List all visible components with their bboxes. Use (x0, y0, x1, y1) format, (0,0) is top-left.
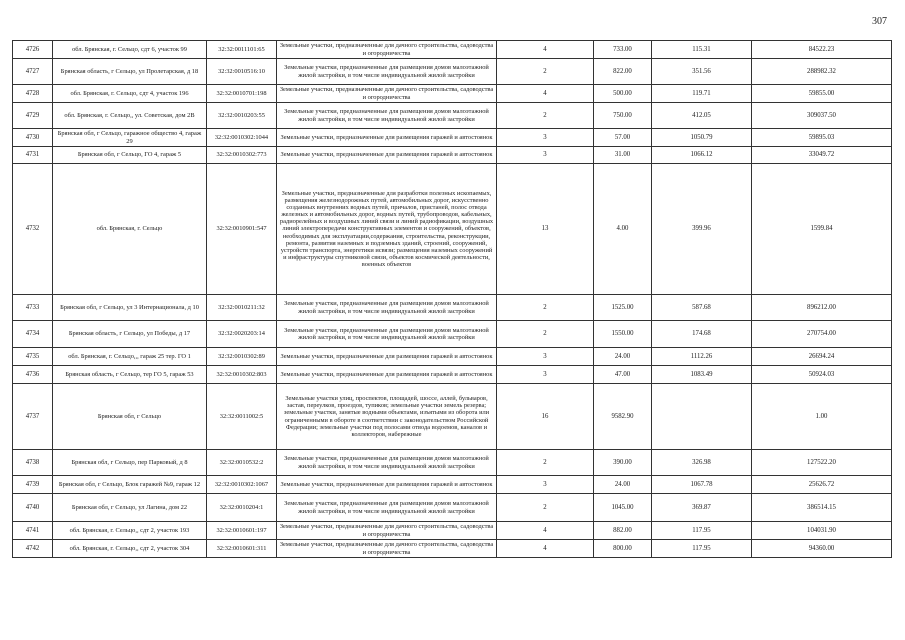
permitted-use-cell: Земельные участки, предназначенные для размещения гаражей и автостоянок (277, 147, 497, 164)
address-cell: Брянская область, г Сельцо, тер ГО 5, гараж 53 (53, 366, 207, 384)
address-cell: обл. Брянская, г. Сельцо,, ул. Советская, дом 2В (53, 103, 207, 129)
permitted-use-cell: Земельные участки, предназначенные для размещения домов малоэтажной жилой застройки, в том числе индивидуальной жилой застройки (277, 103, 497, 129)
use-group-code-cell: 2 (497, 494, 594, 522)
cadastral-number-cell: 32:32:0010211:32 (207, 295, 277, 321)
area-cell: 390.00 (594, 450, 652, 476)
permitted-use-cell: Земельные участки, предназначенные для дачного строительства, садоводства и огородничества (277, 41, 497, 59)
row-number-cell: 4733 (13, 295, 53, 321)
use-group-code-cell: 3 (497, 366, 594, 384)
address-cell: обл. Брянская, г. Сельцо, сдт 6, участок 99 (53, 41, 207, 59)
row-number-cell: 4742 (13, 540, 53, 558)
permitted-use-cell: Земельные участки, предназначенные для дачного строительства, садоводства и огородничества (277, 540, 497, 558)
table-row (13, 348, 892, 366)
cadastral-number-cell: 32:32:0010302:803 (207, 366, 277, 384)
row-number-cell: 4739 (13, 476, 53, 494)
area-cell: 800.00 (594, 540, 652, 558)
permitted-use-cell: Земельные участки, предназначенные для дачного строительства, садоводства и огородничества (277, 85, 497, 103)
cadastral-value-cell: 288982.32 (752, 59, 892, 85)
table-row (13, 450, 892, 476)
specific-value-cell: 369.87 (652, 494, 752, 522)
specific-value-cell: 412.05 (652, 103, 752, 129)
permitted-use-cell: Земельные участки, предназначенные для размещения гаражей и автостоянок (277, 348, 497, 366)
address-cell: Брянская обл, г Сельцо (53, 384, 207, 450)
cadastral-value-cell: 896212.00 (752, 295, 892, 321)
area-cell: 733.00 (594, 41, 652, 59)
cadastral-number-cell: 32:32:0011002:5 (207, 384, 277, 450)
specific-value-cell (652, 384, 752, 450)
specific-value-cell: 115.31 (652, 41, 752, 59)
specific-value-cell: 1067.78 (652, 476, 752, 494)
cadastral-value-cell: 25626.72 (752, 476, 892, 494)
area-cell: 57.00 (594, 129, 652, 147)
cadastral-number-cell: 32:32:0010601:311 (207, 540, 277, 558)
address-cell: обл. Брянская, г. Сельцо,, сдт 2, участок 193 (53, 522, 207, 540)
area-cell: 1550.00 (594, 321, 652, 348)
use-group-code-cell: 3 (497, 476, 594, 494)
row-number-cell: 4741 (13, 522, 53, 540)
permitted-use-cell: Земельные участки, предназначенные для разработки полезных ископаемых, размещения железнодорожных путей, автомобильных дорог, искусственно созданных внутренних водных путей, причалов, пристаней, полос отвода железных и автомобильных дорог, водных путей, трубопроводов, кабельных, радиорелейных и воздушных линий связи и линий радиофикации, воздушных линий электропередачи конструктивных элементов и сооружений, объектов, необходимых для эксплуатации,содержания, строительства, реконструкции, ремонта, развития наземных и подземных зданий, строений, сооружений, устройств транспорта, энергетики исвязи; размещения наземных сооружений и инфраструктуры спутниковой связи, объектов космической деятельности, военных объектов (277, 164, 497, 295)
table-row (13, 384, 892, 450)
specific-value-cell: 119.71 (652, 85, 752, 103)
specific-value-cell: 1050.79 (652, 129, 752, 147)
address-cell: Брянская обл, г Сельцо, ГО 4, гараж 5 (53, 147, 207, 164)
cadastral-value-cell: 84522.23 (752, 41, 892, 59)
cadastral-value-cell: 59895.03 (752, 129, 892, 147)
permitted-use-cell: Земельные участки, предназначенные для размещения домов малоэтажной жилой застройки, в том числе индивидуальной жилой застройки (277, 494, 497, 522)
table-row (13, 321, 892, 348)
specific-value-cell: 174.68 (652, 321, 752, 348)
address-cell: обл. Брянская, г. Сельцо,, сдт 2, участок 304 (53, 540, 207, 558)
row-number-cell: 4728 (13, 85, 53, 103)
address-cell: Брянская обл, г Сельцо, ул Лагина, дом 22 (53, 494, 207, 522)
use-group-code-cell: 2 (497, 450, 594, 476)
area-cell: 1045.00 (594, 494, 652, 522)
cadastral-number-cell: 32:32:0010203:55 (207, 103, 277, 129)
cadastral-number-cell: 32:32:0010302:1067 (207, 476, 277, 494)
area-cell: 9582.90 (594, 384, 652, 450)
area-cell: 24.00 (594, 476, 652, 494)
specific-value-cell: 326.98 (652, 450, 752, 476)
area-cell: 500.00 (594, 85, 652, 103)
table-row (13, 129, 892, 147)
area-cell: 47.00 (594, 366, 652, 384)
table-row (13, 494, 892, 522)
use-group-code-cell: 4 (497, 522, 594, 540)
area-cell: 822.00 (594, 59, 652, 85)
page-number: 307 (872, 16, 887, 27)
row-number-cell: 4737 (13, 384, 53, 450)
use-group-code-cell: 4 (497, 540, 594, 558)
table-row (13, 85, 892, 103)
use-group-code-cell: 2 (497, 59, 594, 85)
area-cell: 4.00 (594, 164, 652, 295)
cadastral-number-cell: 32:32:0010601:197 (207, 522, 277, 540)
use-group-code-cell: 13 (497, 164, 594, 295)
row-number-cell: 4735 (13, 348, 53, 366)
permitted-use-cell: Земельные участки, предназначенные для дачного строительства, садоводства и огородничества (277, 522, 497, 540)
use-group-code-cell: 16 (497, 384, 594, 450)
cadastral-value-cell: 309037.50 (752, 103, 892, 129)
cadastral-number-cell: 32:32:0010532:2 (207, 450, 277, 476)
table-row (13, 147, 892, 164)
row-number-cell: 4732 (13, 164, 53, 295)
permitted-use-cell: Земельные участки улиц, проспектов, площадей, шоссе, аллей, бульваров, застав, переулков, проездов, тупиков; земельные участки земель резерва; земельные участки, занятые водными объектами, изъятыми из оборота или ограниченными в обороте в соответствии с законодательством Российской Федерации; земельные участки под полосами отвода водоемов, каналов и коллекторов, набережные (277, 384, 497, 450)
table-row (13, 366, 892, 384)
address-cell: Брянская область, г Сельцо, ул Пролетарская, д 18 (53, 59, 207, 85)
table-row (13, 540, 892, 558)
table-row (13, 476, 892, 494)
address-cell: обл. Брянская, г. Сельцо, сдт 4, участок 196 (53, 85, 207, 103)
cadastral-value-cell: 1.00 (752, 384, 892, 450)
row-number-cell: 4729 (13, 103, 53, 129)
cadastral-number-cell: 32:32:0010302:1044 (207, 129, 277, 147)
address-cell: Брянская область, г Сельцо, ул Победы, д 17 (53, 321, 207, 348)
address-cell: Брянская обл, г Сельцо, ул 3 Интернационала, д 10 (53, 295, 207, 321)
row-number-cell: 4730 (13, 129, 53, 147)
permitted-use-cell: Земельные участки, предназначенные для размещения домов малоэтажной жилой застройки, в том числе индивидуальной жилой застройки (277, 321, 497, 348)
permitted-use-cell: Земельные участки, предназначенные для размещения гаражей и автостоянок (277, 476, 497, 494)
row-number-cell: 4740 (13, 494, 53, 522)
cadastral-value-cell: 33049.72 (752, 147, 892, 164)
table-row (13, 164, 892, 295)
use-group-code-cell: 2 (497, 321, 594, 348)
table-row (13, 103, 892, 129)
area-cell: 24.00 (594, 348, 652, 366)
specific-value-cell: 587.68 (652, 295, 752, 321)
area-cell: 1525.00 (594, 295, 652, 321)
specific-value-cell: 1066.12 (652, 147, 752, 164)
cadastral-value-cell: 1599.84 (752, 164, 892, 295)
cadastral-value-cell: 104031.90 (752, 522, 892, 540)
permitted-use-cell: Земельные участки, предназначенные для размещения домов малоэтажной жилой застройки, в том числе индивидуальной жилой застройки (277, 59, 497, 85)
row-number-cell: 4726 (13, 41, 53, 59)
cadastral-value-cell: 26694.24 (752, 348, 892, 366)
permitted-use-cell: Земельные участки, предназначенные для размещения гаражей и автостоянок (277, 129, 497, 147)
cadastral-number-cell: 32:32:0010901:547 (207, 164, 277, 295)
cadastral-value-cell: 94360.00 (752, 540, 892, 558)
specific-value-cell: 1083.49 (652, 366, 752, 384)
cadastral-value-cell: 59855.00 (752, 85, 892, 103)
area-cell: 882.00 (594, 522, 652, 540)
address-cell: Брянская обл, г Сельцо, пер Парковый, д 8 (53, 450, 207, 476)
cadastral-value-cell: 270754.00 (752, 321, 892, 348)
use-group-code-cell: 3 (497, 147, 594, 164)
cadastral-number-cell: 32:32:0010302:773 (207, 147, 277, 164)
use-group-code-cell: 3 (497, 129, 594, 147)
specific-value-cell: 117.95 (652, 522, 752, 540)
cadastral-number-cell: 32:32:0010302:89 (207, 348, 277, 366)
cadastral-number-cell: 32:32:0010701:198 (207, 85, 277, 103)
cadastral-number-cell: 32:32:0010516:10 (207, 59, 277, 85)
permitted-use-cell: Земельные участки, предназначенные для размещения домов малоэтажной жилой застройки, в том числе индивидуальной жилой застройки (277, 450, 497, 476)
permitted-use-cell: Земельные участки, предназначенные для размещения домов малоэтажной жилой застройки, в том числе индивидуальной жилой застройки (277, 295, 497, 321)
specific-value-cell: 1112.26 (652, 348, 752, 366)
use-group-code-cell: 3 (497, 348, 594, 366)
area-cell: 750.00 (594, 103, 652, 129)
use-group-code-cell: 2 (497, 103, 594, 129)
row-number-cell: 4727 (13, 59, 53, 85)
cadastral-value-table (12, 40, 892, 558)
area-cell: 31.00 (594, 147, 652, 164)
specific-value-cell: 351.56 (652, 59, 752, 85)
row-number-cell: 4734 (13, 321, 53, 348)
use-group-code-cell: 2 (497, 295, 594, 321)
table-row (13, 59, 892, 85)
cadastral-number-cell: 32:32:0010204:1 (207, 494, 277, 522)
cadastral-value-cell: 50924.03 (752, 366, 892, 384)
table-row (13, 522, 892, 540)
address-cell: Брянская обл, г Сельцо, Блок гаражей №9, гараж 12 (53, 476, 207, 494)
use-group-code-cell: 4 (497, 85, 594, 103)
address-cell: Брянская обл, г Сельцо, гаражное общество 4, гараж 29 (53, 129, 207, 147)
cadastral-value-cell: 127522.20 (752, 450, 892, 476)
specific-value-cell: 117.95 (652, 540, 752, 558)
row-number-cell: 4736 (13, 366, 53, 384)
specific-value-cell: 399.96 (652, 164, 752, 295)
table-row (13, 295, 892, 321)
row-number-cell: 4738 (13, 450, 53, 476)
address-cell: обл. Брянская, г. Сельцо,,, гараж 25 тер. ГО 1 (53, 348, 207, 366)
row-number-cell: 4731 (13, 147, 53, 164)
cadastral-number-cell: 32:32:0011101:65 (207, 41, 277, 59)
use-group-code-cell: 4 (497, 41, 594, 59)
address-cell: обл. Брянская, г. Сельцо (53, 164, 207, 295)
permitted-use-cell: Земельные участки, предназначенные для размещения гаражей и автостоянок (277, 366, 497, 384)
cadastral-number-cell: 32:32:0020203:14 (207, 321, 277, 348)
cadastral-value-cell: 386514.15 (752, 494, 892, 522)
table-row (13, 41, 892, 59)
